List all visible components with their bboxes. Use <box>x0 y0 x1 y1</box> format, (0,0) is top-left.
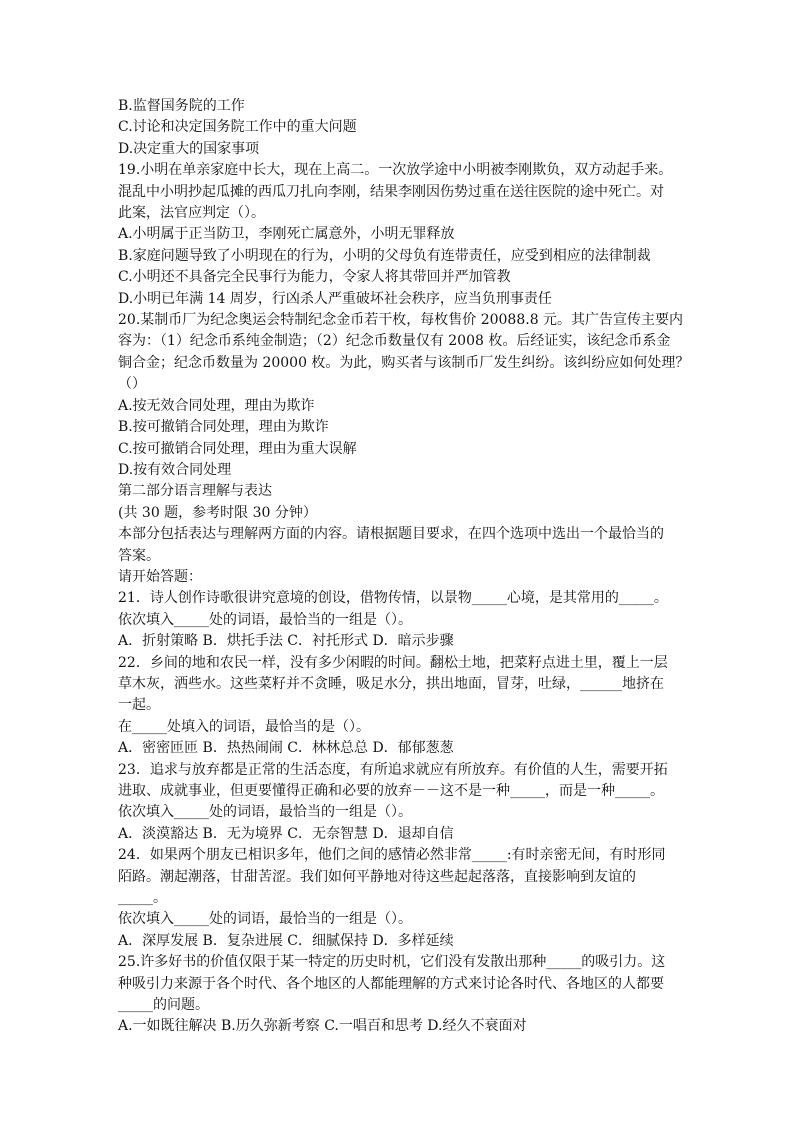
question-25-options: A.一如既往解决 B.历久弥新考察 C.一唱百和思考 D.经久不衰面对 <box>118 1018 527 1035</box>
option-d-line: D.决定重大的国家事项 <box>118 140 260 157</box>
question-23-line-2: 进取、成就事业，但更要懂得正确和必要的放弃－－这不是一种_____，而是一种_____。 <box>118 783 664 799</box>
question-20-line-2: 容为：（1）纪念币系纯金制造；（2）纪念币数量仅有 2008 枚。后经证实，该纪念币系金 <box>118 333 671 350</box>
question-19-option-c: C.小明还不具备完全民事行为能力，令家人将其带回并严加管教 <box>118 269 511 286</box>
question-21-line-2: 依次填入_____处的词语，最恰当的一组是（）。 <box>118 611 412 628</box>
question-19-option-a: A.小明属于正当防卫，李刚死亡属意外，小明无罪释放 <box>118 226 455 243</box>
question-20-option-d: D.按有效合同处理 <box>118 461 232 478</box>
start-prompt: 请开始答题： <box>118 568 202 585</box>
question-19-line-1: 19.小明在单亲家庭中长大，现在上高二。一次放学途中小明被李刚欺负，双方动起手来。 <box>118 162 673 179</box>
question-20-line-4: （） <box>118 376 146 393</box>
question-20-option-b: B.按可撤销合同处理，理由为欺诈 <box>118 419 329 436</box>
question-22-line-1: 22．乡间的地和农民一样，没有多少闲暇的时间。翻松土地，把菜籽点进土里，覆上一层 <box>118 654 668 671</box>
question-22-line-4: 在_____处填入的词语，最恰当的是（）。 <box>118 718 370 735</box>
question-19-option-d: D.小明已年满 14 周岁，行凶杀人严重破坏社会秩序，应当负刑事责任 <box>118 290 552 307</box>
question-24-options: A．深厚发展 B．复杂进展 C．细腻保持 D．多样延续 <box>118 932 454 949</box>
question-21-options: A．折射策略 B．烘托手法 C．衬托形式 D．暗示步骤 <box>118 633 454 650</box>
question-19-line-2: 混乱中小明抄起瓜摊的西瓜刀扎向李刚，结果李刚因伤势过重在送往医院的途中死亡。对 <box>118 183 664 200</box>
question-20-line-1: 20.某制币厂为纪念奥运会特制纪念金币若干枚，每枚售价 20088.8 元。其广告宣传主要内 <box>118 312 684 329</box>
question-24-line-1: 24．如果两个朋友已相识多年，他们之间的感情必然非常_____:有时亲密无间，有时形同 <box>118 847 666 864</box>
question-20-option-a: A.按无效合同处理，理由为欺诈 <box>118 397 315 414</box>
section-intro-line-1: 本部分包括表达与理解两方面的内容。请根据题目要求，在四个选项中选出一个最恰当的 <box>118 526 664 543</box>
question-21-line-1: 21．诗人创作诗歌很讲究意境的创设，借物传情，以景物_____心境，是其常用的_____。 <box>118 590 668 607</box>
option-c-line: C.讨论和决定国务院工作中的重大问题 <box>118 119 357 136</box>
option-b-line: B.监督国务院的工作 <box>118 98 245 114</box>
question-20-option-c: C.按可撤销合同处理，理由为重大误解 <box>118 440 357 457</box>
question-24-line-2: 陌路。潮起潮落，甘甜苦涩。我们如何平静地对待这些起起落落，直接影响到友谊的 <box>118 868 636 885</box>
question-22-line-2: 草木灰，洒些水。这些菜籽并不贪睡，吸足水分，拱出地面，冒芽，吐绿，______地挤在 <box>118 675 664 692</box>
section-title: 第二部分语言理解与表达 <box>118 483 272 500</box>
question-23-line-1: 23．追求与放弃都是正常的生活态度，有所追求就应有所放弃。有价值的人生，需要开拓 <box>118 761 668 778</box>
question-25-line-2: 种吸引力来源于各个时代、各个地区的人都能理解的方式来讨论各时代、各地区的人都要 <box>118 975 664 992</box>
question-22-options: A．密密匝匝 B．热热闹闹 C．林林总总 D．郁郁葱葱 <box>118 740 454 757</box>
question-20-line-3: 铜合金；纪念币数量为 20000 枚。为此，购买者与该制币厂发生纠纷。该纠纷应如何处理？ <box>118 354 690 371</box>
question-24-line-4: 依次填入_____处的词语，最恰当的一组是（）。 <box>118 911 412 928</box>
question-23-options: A．淡漠豁达 B．无为境界 C．无奈智慧 D．退却自信 <box>118 825 454 842</box>
question-19-line-3: 此案，法官应判定（）。 <box>118 205 265 222</box>
question-25-line-1: 25.许多好书的价值仅限于某一特定的历史时机，它们没有发散出那种_____的吸引力。这 <box>118 954 666 971</box>
question-19-option-b: B.家庭问题导致了小明现在的行为，小明的父母负有连带责任，应受到相应的法律制裁 <box>118 247 651 264</box>
section-intro-line-2: 答案。 <box>118 547 160 564</box>
question-23-line-3: 依次填入_____处的词语，最恰当的一组是（）。 <box>118 804 412 821</box>
question-22-line-3: 一起。 <box>118 697 160 714</box>
question-25-line-3: _____的问题。 <box>118 997 209 1014</box>
section-subtitle: (共 30 题，参考时限 30 分钟） <box>118 504 317 521</box>
question-24-line-3: _____。 <box>118 890 167 907</box>
